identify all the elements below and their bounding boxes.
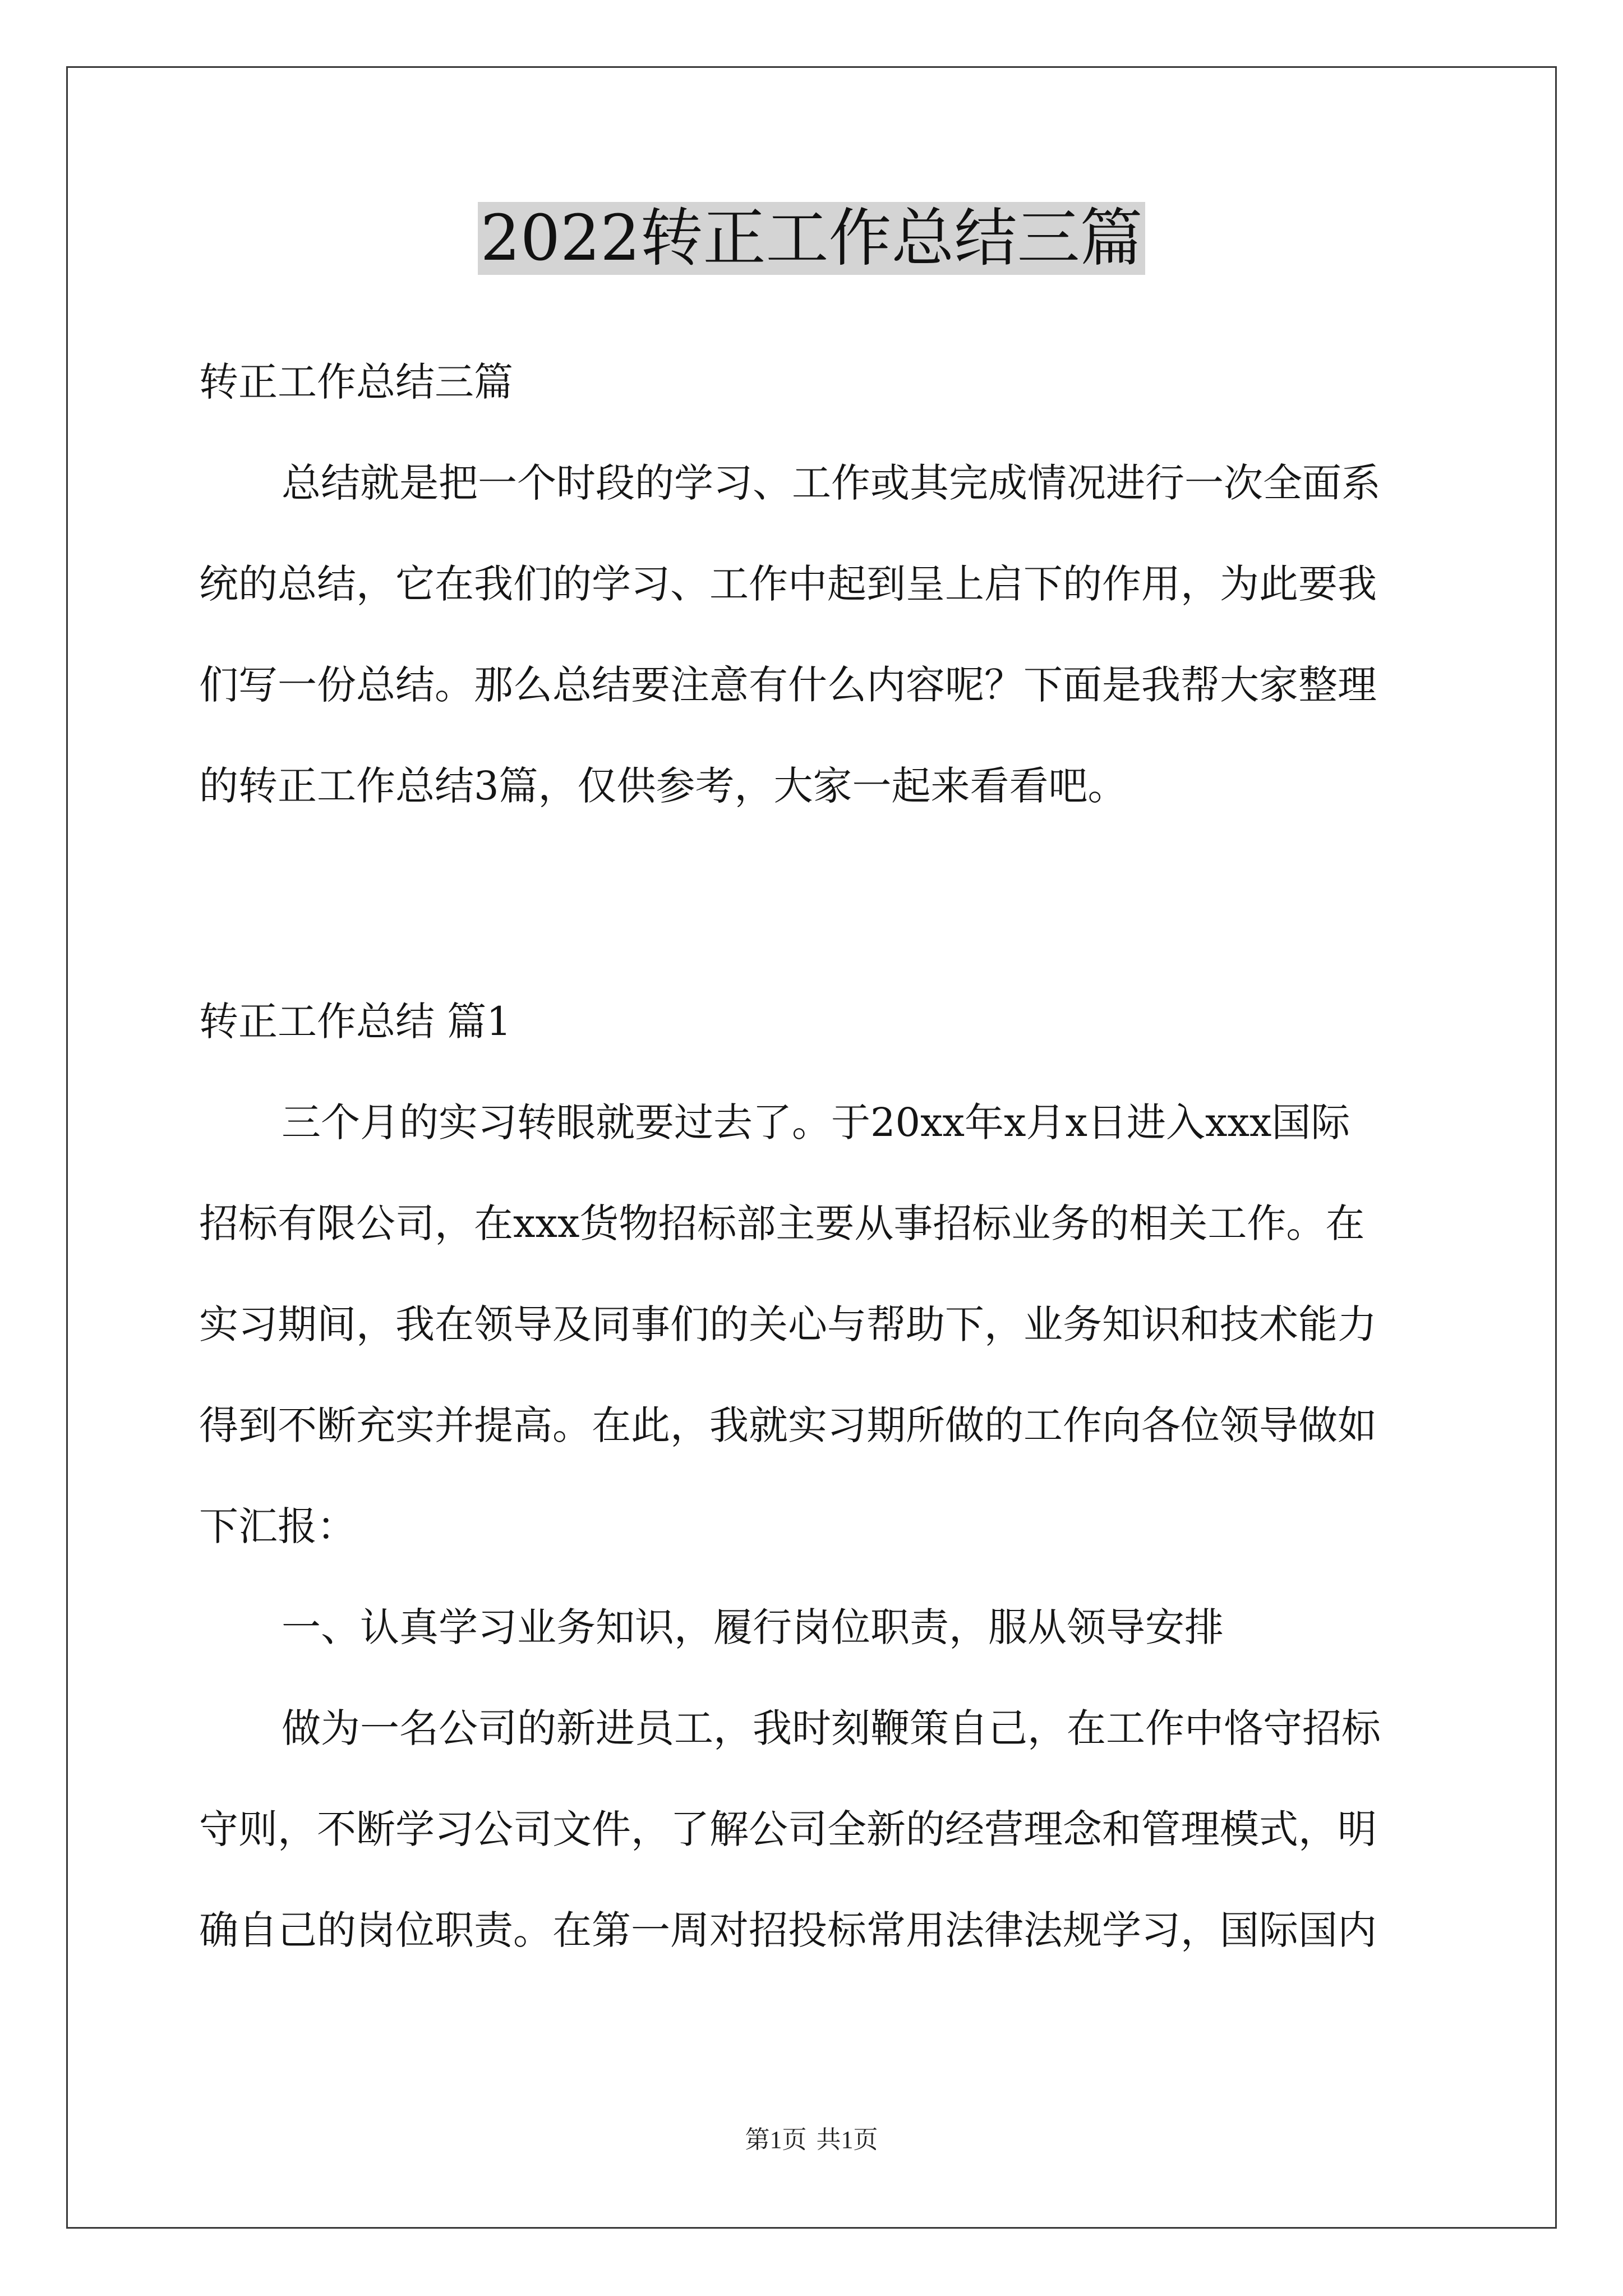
intro-line-1: 总结就是把一个时段的学习、工作或其完成情况进行一次全面系 [282,460,1381,506]
page-footer: 第1页 共1页 [745,2126,878,2154]
document-title [0,199,1623,278]
section-1-line-1: 三个月的实习转眼就要过去了。于20xx年x月x日进入xxx国际 [282,1099,1350,1145]
section-1-line-2: 招标有限公司，在xxx货物招标部主要从事招标业务的相关工作。在 [199,1200,1365,1246]
document-title-text: 2022转正工作总结三篇 [478,202,1145,275]
point-1-line-1: 做为一名公司的新进员工，我时刻鞭策自己，在工作中恪守招标 [282,1705,1381,1751]
point-1-line-2: 守则，不断学习公司文件，了解公司全新的经营理念和管理模式，明 [199,1806,1377,1852]
point-1-heading: 一、认真学习业务知识，履行岗位职责，服从领导安排 [282,1604,1224,1650]
intro-line-4: 的转正工作总结3篇，仅供参考，大家一起来看看吧。 [199,763,1127,809]
point-1-line-3: 确自己的岗位职责。在第一周对招投标常用法律法规学习，国际国内 [199,1907,1377,1953]
intro-line-3: 们写一份总结。那么总结要注意有什么内容呢？下面是我帮大家整理 [199,662,1377,708]
intro-line-2: 统的总结，它在我们的学习、工作中起到呈上启下的作用，为此要我 [199,561,1377,607]
section-1-line-5: 下汇报： [199,1503,356,1549]
document-subtitle: 转正工作总结三篇 [199,359,513,405]
section-1-line-4: 得到不断充实并提高。在此，我就实习期所做的工作向各位领导做如 [199,1402,1377,1448]
section-1-heading: 转正工作总结 篇1 [199,999,511,1045]
section-1-line-3: 实习期间，我在领导及同事们的关心与帮助下，业务知识和技术能力 [199,1301,1377,1347]
